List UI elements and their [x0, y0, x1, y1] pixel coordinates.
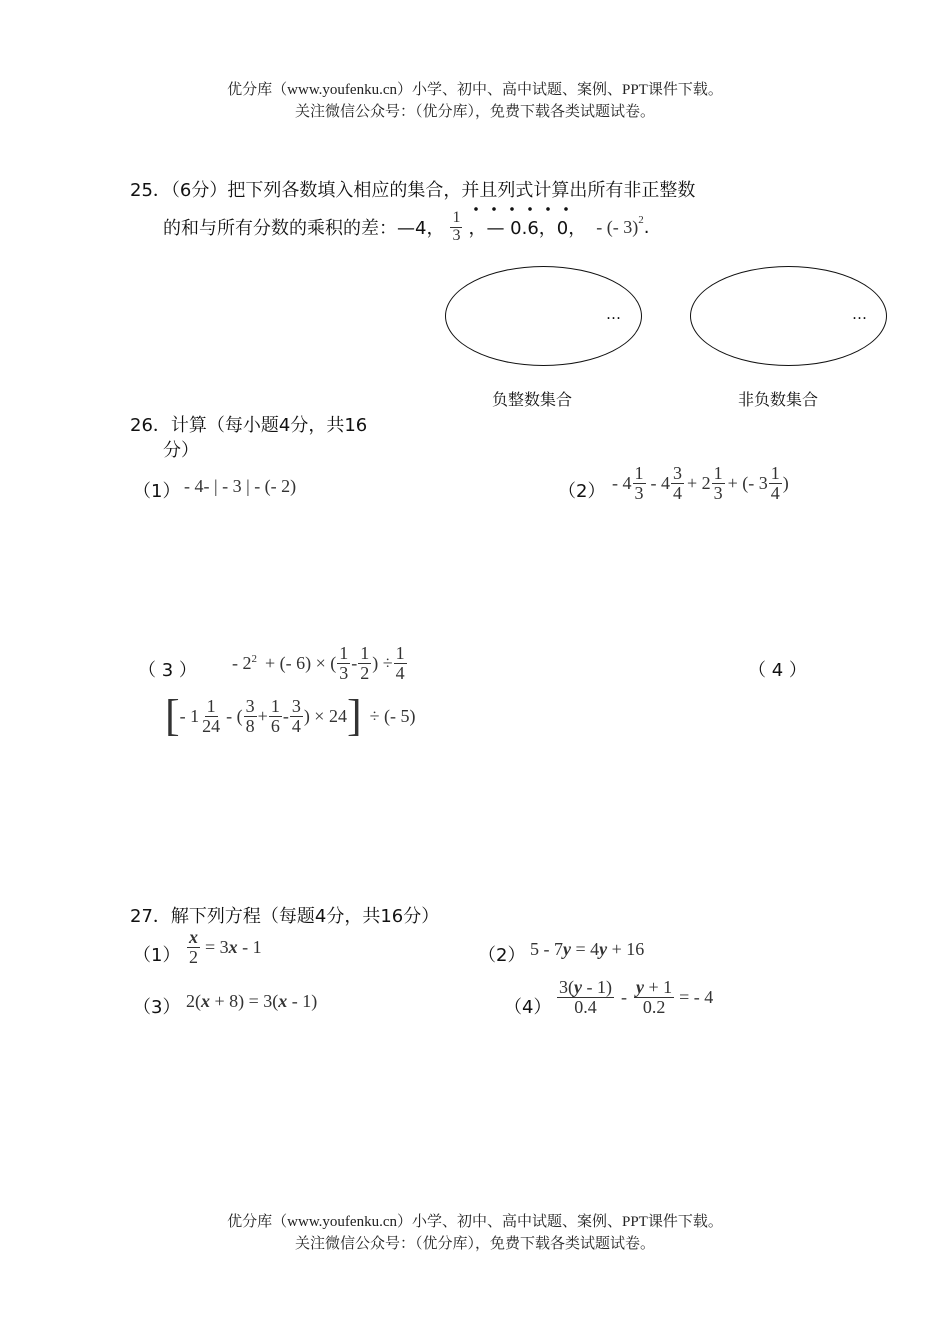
q25-line-2: [163, 210, 649, 245]
q26-p4-expr: [ - 1 $\frac{1}{24}$ - ( $\frac{3}{8}$ + $\frac{1}{6}$ - $\frac{3}{4}$ ) × 24 ] ÷ (- 5): [165, 691, 416, 740]
q25-fraction: [450, 210, 462, 245]
q26-p1-expr: - 4- | - 3 | - (- 2): [184, 476, 297, 496]
q27-e4-expr: $\frac{3(y - 1)}{0.4}$ - $\frac{y + 1}{0.2}$ = - 4: [559, 977, 714, 1017]
q25-numbers-b: ，— 0.6，0，: [468, 218, 587, 240]
q25-intro-rest: 出所有非正整数: [569, 180, 696, 201]
q27-title: 27．解下列方程（每题4分，共16分）: [130, 906, 440, 927]
q25-numbers-a: 的和与所有分数的乘积的差：—4，: [163, 218, 445, 240]
q27-e4-label: （4）: [504, 997, 552, 1018]
q27-e2-label: （2）: [478, 945, 526, 966]
q25-power-exp: 2: [638, 214, 644, 226]
q26-p1-label: （1）: [133, 481, 181, 502]
footer-line-1: 优分库（www.youfenku.cn）小学、初中、高中试题、案例、PPT课件下载。: [227, 1214, 723, 1230]
set2-ellipsis: …: [852, 305, 867, 323]
header-line-2: 关注微信公众号：（优分库），免费下载各类试题试卷。: [294, 104, 655, 120]
set2-label: 非负数集合: [738, 390, 819, 409]
q27-e3-label: （3）: [133, 997, 181, 1018]
q26-p2-label: （2）: [558, 481, 606, 502]
q27-e3-expr: 2(x + 8) = 3(x - 1): [186, 991, 318, 1011]
q26-p4-label: （ 4 ）: [748, 660, 807, 681]
q25-intro: 25．（6分）把下列各数填入相应的集合，: [130, 180, 462, 201]
q26-title-b: 分）: [163, 440, 199, 461]
set1-ellipsis: …: [606, 305, 621, 323]
q25-end: .: [643, 216, 650, 238]
q26-p2-expr: - 4 $\frac{1}{3}$ - 4 $\frac{3}{4}$ + 2 $\frac{1}{3}$ + (- 3 $\frac{1}{4}$ ): [612, 463, 789, 503]
footer-line-2: 关注微信公众号：（优分库），免费下载各类试题试卷。: [294, 1236, 655, 1252]
q25-line-1: [130, 176, 695, 202]
q27-e1-expr: $\frac{x}{2}$ = 3x - 1: [189, 927, 262, 967]
q27-e1-label: （1）: [133, 945, 181, 966]
set1-label: 负整数集合: [492, 390, 573, 409]
q26-title-a: 26．计算（每小题4分，共16: [130, 415, 368, 436]
q25-power-base: - (- 3): [596, 216, 639, 237]
q26-p3-expr: - $2^2$ + (- 6) × ( $\frac{1}{3}$ - $\frac{1}{2}$ ) ÷ $\frac{1}{4}$: [232, 643, 405, 683]
header-line-1: 优分库（www.youfenku.cn）小学、初中、高中试题、案例、PPT课件下载。: [227, 82, 723, 98]
q25-frac-num: 1: [452, 209, 461, 226]
q25-emphasis: 并且列式计算: [461, 180, 570, 201]
q25-frac-den: 3: [452, 226, 461, 244]
q26-p3-label: （ 3 ）: [138, 660, 197, 681]
q27-e2-expr: 5 - 7y = 4y + 16: [530, 939, 645, 959]
